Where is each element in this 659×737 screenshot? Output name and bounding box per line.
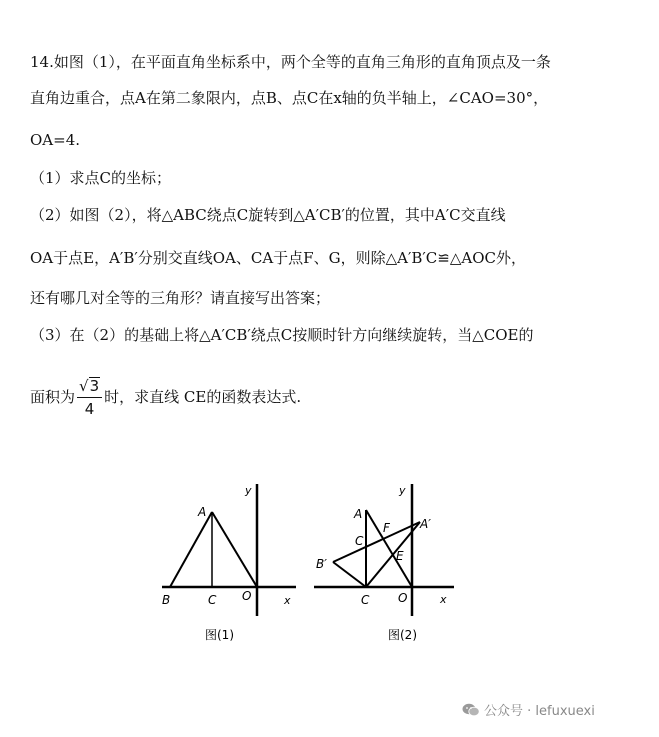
fig1-segment-AO (212, 512, 257, 587)
wechat-icon (462, 703, 480, 717)
fig2-caption: 图(2) (388, 628, 417, 642)
fig2-segment-B-prime-A-prime (333, 522, 420, 562)
fig1-label-O: O (242, 589, 252, 603)
sqrt3-over-4-fraction (77, 375, 102, 420)
problem-line-1: 14.如图（1），在平面直角坐标系中，两个全等的直角三角形的直角顶点及一条 (30, 53, 551, 71)
fraction-denominator: 4 (84, 399, 95, 418)
question-2-line-3: 还有哪几对全等的三角形？请直接写出答案； (30, 289, 331, 307)
fig2-label-F: F (383, 521, 390, 535)
question-1: （1）求点C的坐标； (30, 169, 172, 187)
fig2-label-x: x (440, 593, 447, 606)
question-2-line-1: （2）如图（2），将△ABC绕点C旋转到△A′CB′的位置，其中A′C交直线 (30, 206, 506, 224)
fig1-label-A: A (198, 505, 207, 519)
fig1-caption: 图(1) (205, 628, 234, 642)
fig2-label-C: C (361, 593, 370, 607)
fig1-segment-AB (170, 512, 212, 587)
fig2-label-y: y (399, 484, 406, 497)
q3-prefix: 面积为 (30, 388, 76, 406)
radicand: 3 (89, 376, 100, 395)
watermark (462, 700, 595, 719)
question-3-line-2 (30, 367, 301, 427)
figure-2 (314, 484, 454, 642)
fig1-label-y: y (245, 484, 252, 497)
fig2-segment-CB-prime (333, 562, 366, 587)
q3-suffix: 时，求直线 CE的函数表达式. (104, 388, 302, 406)
problem-line-2: 直角边重合，点A在第二象限内，点B、点C在x轴的负半轴上，∠CAO=30°， (30, 89, 549, 107)
fig2-label-E: E (396, 549, 404, 563)
fig2-label-C-upper: C (355, 534, 364, 548)
question-3-line-1: （3）在（2）的基础上将△A′CB′绕点C按顺时针方向继续旋转，当△COE的 (30, 326, 534, 344)
fraction-numerator: √3 (77, 375, 102, 398)
fig1-label-x: x (284, 594, 291, 607)
fig2-label-A: A (354, 507, 363, 521)
fig2-segment-CA-prime (366, 522, 420, 587)
fig2-label-B-prime: B′ (316, 557, 327, 571)
question-2-line-2: OA于点E，A′B′分别交直线OA、CA于点F、G，则除△A′B′C≌△AOC外， (30, 249, 526, 267)
fig1-label-C: C (208, 593, 217, 607)
fig2-label-A-prime: A′ (420, 517, 431, 531)
fig1-label-B: B (162, 593, 171, 607)
problem-line-3: OA=4. (30, 131, 81, 149)
figure-1 (162, 484, 296, 642)
fig2-label-O: O (398, 591, 408, 605)
fig2-segment-AO (366, 510, 412, 587)
watermark-text: 公众号 · lefuxuexi (484, 704, 595, 719)
